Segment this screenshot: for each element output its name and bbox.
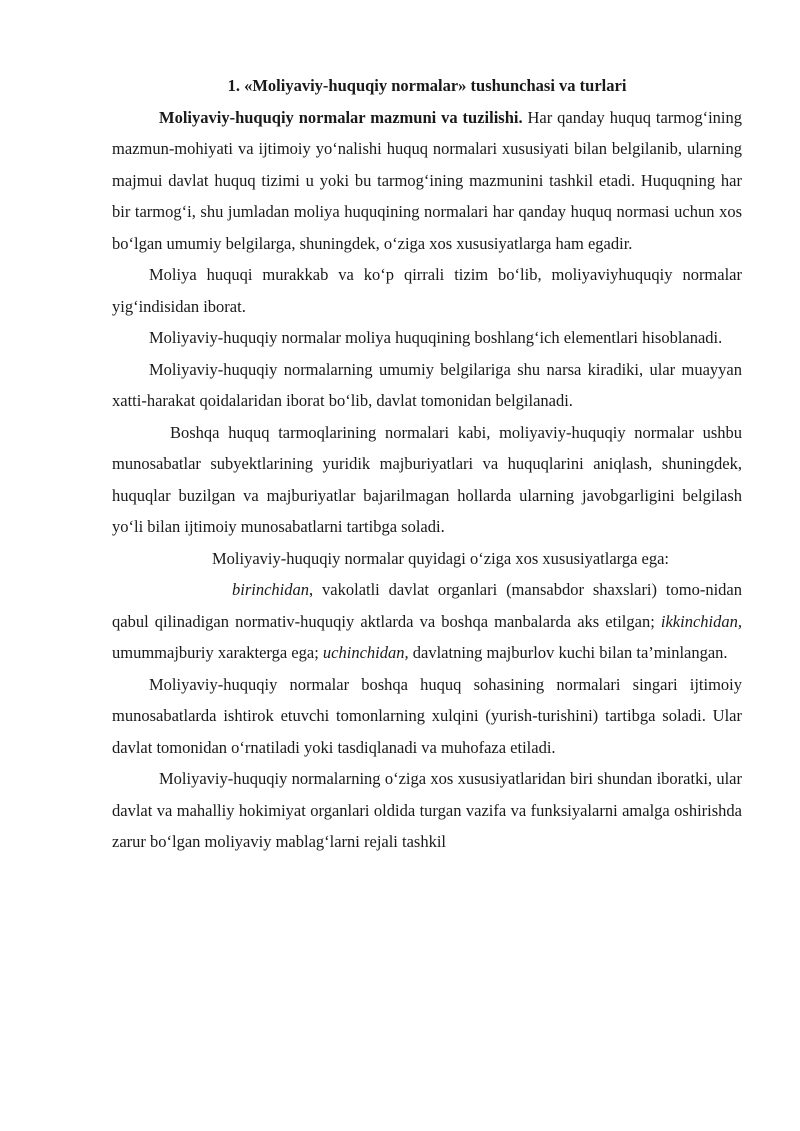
paragraph-7-text-3: davlatning majburlov kuchi bilan ta’minlangan. bbox=[408, 643, 728, 662]
document-page bbox=[112, 70, 742, 858]
paragraph-6: Moliyaviy-huquqiy normalar quyidagi o‘ziga xos xususiyatlarga ega: bbox=[212, 548, 670, 568]
paragraph-3: Moliyaviy-huquqiy normalar moliya huquqining boshlang‘ich elementlari hisoblanadi. bbox=[149, 328, 723, 347]
paragraph-4: Moliyaviy-huquqiy normalarning umumiy belgilariga shu narsa kiradiki, ular muayyan xatti-harakat qoidalaridan iborat bo‘lib, davlat tomonidan belgilanadi. bbox=[112, 359, 742, 410]
paragraph-7-text-2: umummajburiy xarakterga ega; bbox=[112, 643, 323, 662]
paragraph-5: Boshqa huquq tarmoqlarining normalari kabi, moliyaviy-huquqiy normalar ushbu munosabatlar subyektlarining yuridik majburiyatlari va huquqlarini aniqlash, shuningdek, huquqlar buzilgan va majburiyatlar bajarilmagan hollarda ularning javobgarligini belgilash yo‘li bilan ijtimoiy munosabatlarni tartibga soladi. bbox=[112, 422, 742, 536]
paragraph-1 bbox=[112, 102, 742, 260]
paragraph-7 bbox=[112, 574, 742, 669]
paragraph-9: Moliyaviy-huquqiy normalarning o‘ziga xos xususiyatlaridan biri shundan iboratki, ular davlat va mahalliy hokimiyat organlari oldida turgan vazifa va funksiyalarni amalga oshirishda zarur bo‘lgan moliyaviy mablag‘larni rejali tashkil bbox=[112, 769, 742, 851]
paragraph-7-first: birinchidan bbox=[232, 580, 309, 599]
paragraph-8: Moliyaviy-huquqiy normalar boshqa huquq sohasining normalari singari ijtimoiy munosabatlarda ishtirok etuvchi tomonlarning xulqini (yurish-turishini) tartibga soladi. Ular davlat tomonidan o‘rnatiladi yoki tasdiqlanadi va muhofaza etiladi. bbox=[112, 674, 742, 757]
paragraph-7-text-1: , vakolatli davlat organlari (mansabdor shaxslari) tomo-nidan qabul qilinadigan normativ-huquqiy aktlarda va boshqa manbalarda aks etilgan; bbox=[112, 580, 742, 631]
section-title: 1. «Moliyaviy-huquqiy normalar» tushunchasi va turlari bbox=[227, 76, 627, 95]
paragraph-7-second: ikkinchidan, bbox=[660, 611, 742, 631]
paragraph-1-lead: Moliyaviy-huquqiy normalar mazmuni va tuzilishi. bbox=[159, 107, 523, 127]
paragraph-7-third: uchinchidan, bbox=[322, 643, 409, 662]
paragraph-2: Moliya huquqi murakkab va ko‘p qirrali tizim bo‘lib, moliyaviyhuquqiy normalar yig‘indisidan iborat. bbox=[112, 265, 742, 316]
paragraph-1-text: Har qanday huquq tarmog‘ining mazmun-mohiyati va ijtimoiy yo‘nalishi huquq normalari xususiyati bilan belgilanib, ularning majmui davlat huquq tizimi u yoki bu tarmog‘ining mazmunini tashkil etadi. Huquqning har bir tarmog‘i, shu jumladan moliya huquqining normalari har qanday huquq normasi uchun xos bo‘lgan umumiy belgilarga, shuningdek, o‘ziga xos xususiyatlarga ham egadir. bbox=[112, 107, 743, 253]
